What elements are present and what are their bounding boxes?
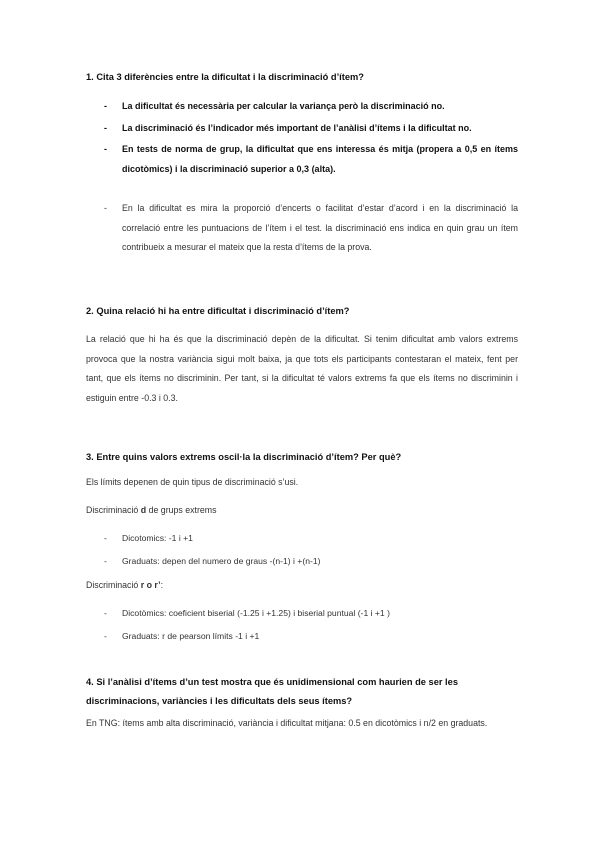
question-1-title: 1. Cita 3 diferències entre la dificultat i la discriminació d’ítem?	[86, 72, 364, 82]
question-3-intro: Els límits depenen de quin tipus de discriminació s’usi.	[86, 477, 299, 487]
question-4-title: 4. Si l’anàlisi d’ítems d’un test mostra que és unidimensional com haurien de ser les discriminacions, variàncies i les dificultats dels seus ítems?	[86, 677, 458, 706]
label-suffix: :	[160, 580, 164, 590]
discrimination-r-label	[86, 576, 518, 596]
label-symbol: d	[140, 505, 147, 515]
list-item: - Dicotòmics: coeficient biserial (-1.25 i +1.25) i biserial puntual (-1 i +1 )	[86, 604, 518, 624]
question-3-title: 3. Entre quins valors extrems oscil·la la discriminació d’ítem? Per què?	[86, 452, 402, 462]
question-1-bold-list	[86, 97, 518, 181]
label-symbol: r o r’	[140, 580, 161, 590]
question-2-answer: La relació que hi ha és que la discriminació depèn de la dificultat. Si tenim dificultat amb valors extrems provoca que la nostra variància sigui molt baixa, ja que tots els participants contestaran el mateix, fent per tant, que els ítems no discriminin. Per tant, si la dificultat té valors extrems fa que els ítems no discriminin i estiguin entre -0.3 i 0.3.	[86, 334, 518, 403]
list-item: - Graduats: r de pearson límits -1 i +1	[86, 627, 518, 647]
discrimination-d-label	[86, 501, 518, 521]
list-item: - En tests de norma de grup, la dificultat que ens interessa és mitja (propera a 0,5 en ítems dicotòmics) i la discriminació superior a 0,3 (alta).	[86, 140, 518, 179]
label-prefix: Discriminació	[86, 580, 141, 590]
discrimination-r-list	[86, 604, 518, 649]
list-item: - Graduats: depen del numero de graus -(n-1) i +(n-1)	[86, 552, 518, 572]
list-item: - Dicotomics: -1 i +1	[86, 529, 518, 549]
label-prefix: Discriminació	[86, 505, 141, 515]
list-item: - En la dificultat es mira la proporció d’encerts o facilitat d’estar d’acord i en la discriminació la correlació entre les puntuacions de l’ítem i el test. la discriminació ens indica en quin grau un ítem contribueix a mesurar el mateix que la resta d’ítems de la prova.	[86, 199, 518, 258]
discrimination-d-list	[86, 529, 518, 574]
list-item: - La discriminació és l’indicador més important de l’anàlisi d’ítems i la dificultat no.	[86, 119, 518, 139]
question-4-answer: En TNG: ítems amb alta discriminació, variància i dificultat mitjana: 0.5 en dicotòmics i n/2 en graduats.	[86, 718, 488, 728]
label-suffix: de grups extrems	[146, 505, 217, 515]
question-1-normal-list	[86, 199, 518, 260]
question-2-title: 2. Quina relació hi ha entre dificultat i discriminació d’ítem?	[86, 306, 350, 316]
list-item: - La dificultat és necessària per calcular la variança però la discriminació no.	[86, 97, 518, 117]
